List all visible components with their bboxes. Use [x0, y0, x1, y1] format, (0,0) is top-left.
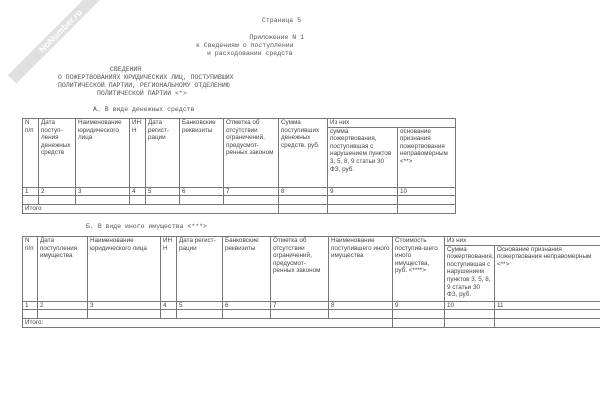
- doc-title-2: О ПОЖЕРТВОВАНИЯХ ЮРИДИЧЕСКИХ ЛИЦ, ПОСТУПИВШИХ: [58, 74, 234, 81]
- header-cell: Дата поступ-ления денежных средств: [39, 119, 76, 188]
- col-number: 4: [130, 187, 146, 196]
- col-number: 1: [23, 187, 39, 196]
- col-number: 11: [495, 301, 600, 310]
- col-number: 2: [39, 187, 76, 196]
- col-number: 10: [445, 301, 495, 310]
- total-label: Итого:: [23, 319, 393, 328]
- header-cell: Банковские реквизиты: [223, 237, 271, 302]
- doc-title-4: ПОЛИТИЧЕСКОЙ ПАРТИИ <*>: [97, 90, 187, 97]
- header-cell: ИН Н: [130, 119, 146, 188]
- col-number: 9: [328, 187, 398, 196]
- group-header: Из них: [445, 237, 600, 246]
- col-number: 1: [23, 301, 38, 310]
- header-cell: Отметка об отсутствии ограничений, предусмот-ренных законом: [224, 119, 279, 188]
- col-number: 9: [393, 301, 445, 310]
- group-header: Из них: [328, 119, 456, 128]
- col-number: 6: [223, 301, 271, 310]
- header-cell: сумма пожертвования, поступившая с нарушением пунктов 3, 5, 8, 9 статьи 30 ФЗ, руб.: [328, 127, 398, 187]
- header-cell: Отметка об отсутствии ограничений, предусмот-ренных законом: [271, 237, 329, 302]
- col-number: 7: [224, 187, 279, 196]
- header-cell: основание признания пожертвования неправомерным <**>: [398, 127, 456, 187]
- doc-title: СВЕДЕНИЯ: [110, 66, 142, 73]
- col-number: 3: [88, 301, 161, 310]
- section-b-title: Б. В виде иного имущества <***>: [86, 223, 207, 230]
- header-cell: ИН Н: [161, 237, 177, 302]
- header-cell: Дата регист-рации: [177, 237, 223, 302]
- header-cell: Дата регист-рации: [146, 119, 180, 188]
- header-cell: Банковские реквизиты: [180, 119, 224, 188]
- col-number: 2: [38, 301, 88, 310]
- table-row: [23, 310, 600, 319]
- header-cell: Дата поступления имущества: [38, 237, 88, 302]
- header-cell: Наименование поступившего иного имущества: [329, 237, 393, 302]
- header-cell: Сумма поступивших денежных средств, руб.: [279, 119, 328, 188]
- table-property: [22, 236, 600, 328]
- col-number: 6: [180, 187, 224, 196]
- watermark: NoNumber.ru: [8, 0, 113, 84]
- header-cell: Наименование юридического лица: [76, 119, 130, 188]
- header-cell: N п/п: [23, 119, 39, 188]
- page-number: Страница 5: [262, 17, 302, 24]
- section-a-title: А. В виде денежных средств: [93, 106, 195, 113]
- total-label: Итого: [23, 205, 279, 214]
- col-number: 5: [146, 187, 180, 196]
- col-number: 10: [398, 187, 456, 196]
- appendix-line-1: Приложение N 1: [249, 34, 304, 41]
- header-cell: Сумма пожертвования, поступившая с нарушением пунктов 3, 5, 8, 9 статьи 30 ФЗ, руб.: [445, 245, 495, 301]
- header-cell: Основание признания пожертвования неправомерным <**>: [495, 245, 600, 301]
- col-number: 7: [271, 301, 329, 310]
- col-number: 8: [279, 187, 328, 196]
- col-number: 8: [329, 301, 393, 310]
- header-cell: N п/п: [23, 237, 38, 302]
- doc-title-3: ПОЛИТИЧЕСКОЙ ПАРТИИ, РЕГИОНАЛЬНОМУ ОТДЕЛЕНИЮ: [58, 82, 230, 89]
- header-cell: Стоимость поступив-шего иного имущества, руб. <****>: [393, 237, 445, 302]
- appendix-line-2: к Сведениям о поступлении: [196, 42, 294, 49]
- col-number: 5: [177, 301, 223, 310]
- col-number: 3: [76, 187, 130, 196]
- table-row: [23, 196, 456, 205]
- appendix-line-3: и расходовании средств: [207, 50, 293, 57]
- table-money: [22, 118, 456, 214]
- col-number: 4: [161, 301, 177, 310]
- header-cell: Наименование юридического лица: [88, 237, 161, 302]
